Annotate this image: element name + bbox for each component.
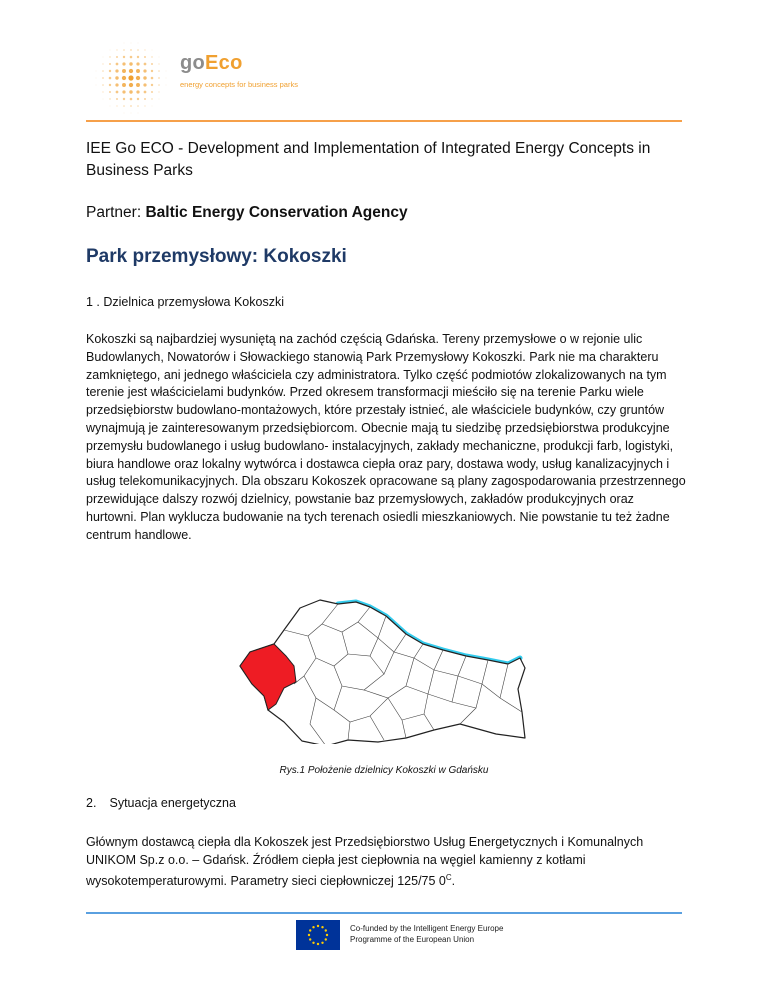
footer-text	[350, 924, 503, 945]
logo-dot	[115, 83, 118, 86]
logo-dot	[116, 98, 118, 100]
logo-brand-eco: Eco	[205, 52, 243, 74]
logo-dot	[116, 56, 118, 58]
logo-dot	[115, 76, 118, 79]
logo-dot	[122, 62, 125, 65]
logo-dot	[159, 57, 160, 58]
logo-dot	[124, 43, 125, 44]
logo-dot	[158, 77, 160, 79]
logo-dot	[136, 62, 139, 65]
park-heading: Park przemysłowy: Kokoszki	[86, 246, 347, 267]
logo-dot	[136, 69, 140, 73]
logo-dot	[102, 84, 104, 86]
logo-dot	[144, 91, 147, 94]
eu-star	[308, 934, 310, 936]
logo-dot	[130, 98, 133, 101]
logo-dot	[143, 83, 146, 86]
eu-star	[326, 934, 328, 936]
logo-dot	[151, 84, 153, 86]
logo-dot	[103, 57, 104, 58]
logo-dot	[128, 75, 133, 80]
logo-dot	[129, 69, 133, 73]
logo-dot	[166, 85, 167, 86]
logo-dot	[144, 56, 146, 58]
eu-star	[321, 942, 323, 944]
logo-dot	[96, 85, 97, 86]
logo-dot	[159, 99, 160, 100]
logo-dot	[109, 98, 110, 99]
logo-dot	[138, 113, 139, 114]
logo-dot	[130, 49, 132, 51]
logo-dot	[144, 105, 145, 106]
gdansk-district-map	[238, 594, 528, 744]
logo-dot	[137, 56, 139, 58]
logo-dot	[116, 91, 119, 94]
logo-dot	[116, 63, 119, 66]
logo-dot	[151, 63, 153, 65]
logo-dot	[151, 91, 153, 93]
logo-dot	[130, 105, 132, 107]
footer-line-2: Programme of the European Union	[350, 934, 475, 944]
logo-dot	[136, 83, 140, 87]
logo-dot	[116, 49, 117, 50]
logo-dot	[131, 113, 132, 114]
eu-star	[312, 926, 314, 928]
logo-dot	[123, 56, 125, 58]
logo-dot	[151, 77, 154, 80]
logo-dot	[158, 84, 160, 86]
logo-dot	[115, 69, 118, 72]
section2-text-superscript: C	[445, 873, 452, 882]
project-title: IEE Go ECO - Development and Implementation of Integrated Energy Concepts in Business Parks	[86, 140, 651, 179]
figure-caption: Rys.1 Położenie dzielnicy Kokoszki w Gdańsku	[279, 765, 489, 776]
partner-name: Baltic Energy Conservation Agency	[145, 204, 408, 221]
logo-dot	[122, 83, 126, 87]
section2-paragraph	[86, 833, 686, 890]
logo-dot-pattern-icon	[86, 40, 176, 118]
logo-dot	[129, 62, 132, 65]
eu-star	[325, 938, 327, 940]
logo-dot	[123, 49, 125, 51]
logo-dot	[158, 63, 159, 64]
partner-label: Partner:	[86, 204, 142, 221]
logo-brand-name	[180, 52, 243, 75]
logo-dot	[109, 77, 112, 80]
logo-dot	[152, 50, 153, 51]
logo-dot	[122, 90, 125, 93]
logo-dot	[158, 70, 160, 72]
footer-line-1: Co-funded by the Intelligent Energy Europe	[350, 924, 504, 933]
logo-dot	[138, 43, 139, 44]
logo-dot	[116, 105, 117, 106]
logo-dot	[130, 56, 133, 59]
eu-star	[309, 938, 311, 940]
logo-dot	[124, 113, 125, 114]
section2-title	[86, 796, 236, 810]
eu-star	[325, 929, 327, 931]
logo-dot	[143, 69, 146, 72]
logo-tagline: energy concepts for business parks	[180, 80, 298, 89]
logo-dot	[96, 71, 97, 72]
header-divider	[86, 120, 682, 122]
section1-title: 1 . Dzielnica przemysłowa Kokoszki	[86, 295, 284, 309]
partner-line	[86, 204, 408, 222]
logo-dot	[166, 78, 167, 79]
eu-star	[309, 929, 311, 931]
logo-dot	[137, 49, 139, 51]
eu-flag-icon	[296, 920, 340, 950]
logo-dot	[129, 90, 132, 93]
logo-dot	[110, 106, 111, 107]
logo-dot	[109, 84, 111, 86]
logo-dot	[96, 78, 97, 79]
goeco-logo	[86, 40, 326, 118]
section1-paragraph: Kokoszki są najbardziej wysuniętą na zachód częścią Gdańska. Tereny przemysłowe o w rejonie ulic Budowlanych, Nowatorów i Słowackiego stanowią Park Przemysłowy Kokoszki. Park nie ma charakteru zamkniętego, ani jednego właściciela czy administratora. Tylko część podmiotów zlokalizowanych na tym terenie jest właścicielami budynków. Przed okresem transformacji mieściło się na terenie Parku wiele przedsiębiorstw budowlano-montażowych, które przestały istnieć, ale właściciele budynków, czy gruntów wynajmują je zainteresowanym przedsiębiorcom. Obecnie mają tu siedzibę przedsiębiorstwa produkcyjne przemysłu budowlanego i usług budowlano- instalacyjnych, zakłady mechaniczne, produkcji farb, logistyki, biura handlowe oraz lokalny wytwórca i dostawca ciepła oraz pary, dostawa wody, usług kanalizacyjnych i usług telekomunikacyjnych. Dla obszaru Kokoszek opracowane są plany zagospodarowania przestrzennego przewidujące dalszy rozwój dzielnicy, powstanie baz przemysłowych, zakładów produkcyjnych oraz hurtowni. Plan wyklucza budowanie na tych terenach osiedli mieszkaniowych. Nie powstanie tu też żadne centrum handlowe.	[86, 332, 686, 542]
logo-dot	[151, 56, 152, 57]
logo-dot	[109, 70, 111, 72]
logo-dot	[166, 71, 167, 72]
section2-text-end: .	[451, 874, 456, 889]
logo-dot	[144, 49, 145, 50]
logo-dot	[129, 83, 133, 87]
logo-dot	[143, 76, 146, 79]
section2-number: 2.	[86, 796, 97, 810]
logo-dot	[136, 90, 139, 93]
eu-star	[312, 942, 314, 944]
logo-dot	[152, 106, 153, 107]
logo-dot	[137, 98, 139, 100]
logo-dot	[122, 76, 126, 80]
logo-dot	[122, 69, 126, 73]
logo-dot	[151, 98, 152, 99]
logo-dot	[151, 70, 153, 72]
logo-dot	[109, 91, 111, 93]
logo-dot	[123, 105, 125, 107]
footer-divider	[86, 912, 682, 914]
logo-dot	[137, 105, 139, 107]
logo-dot	[158, 91, 159, 92]
logo-dot	[123, 98, 125, 100]
section2-title-text: Sytuacja energetyczna	[109, 796, 236, 810]
logo-dot	[109, 63, 111, 65]
eu-star	[317, 925, 319, 927]
eu-star	[317, 943, 319, 945]
logo-dot	[109, 56, 110, 57]
logo-dot	[136, 76, 140, 80]
logo-dot	[144, 63, 147, 66]
logo-dot	[103, 99, 104, 100]
logo-brand-go: go	[180, 52, 206, 74]
logo-dot	[131, 43, 132, 44]
logo-dot	[110, 50, 111, 51]
logo-dot	[102, 77, 104, 79]
logo-dot	[102, 70, 104, 72]
eu-star	[321, 926, 323, 928]
logo-dot	[102, 63, 103, 64]
logo-dot	[102, 91, 103, 92]
logo-dot	[144, 98, 146, 100]
section2-text-main: Głównym dostawcą ciepła dla Kokoszek jest Przedsiębiorstwo Usług Energetycznych i Komunalnych UNIKOM Sp.z o.o. – Gdańsk. Źródłem ciepła jest ciepłownia na węgiel kamienny z kotłami wysokotemperaturowymi. Parametry sieci ciepłowniczej 125/75 0	[86, 835, 644, 889]
